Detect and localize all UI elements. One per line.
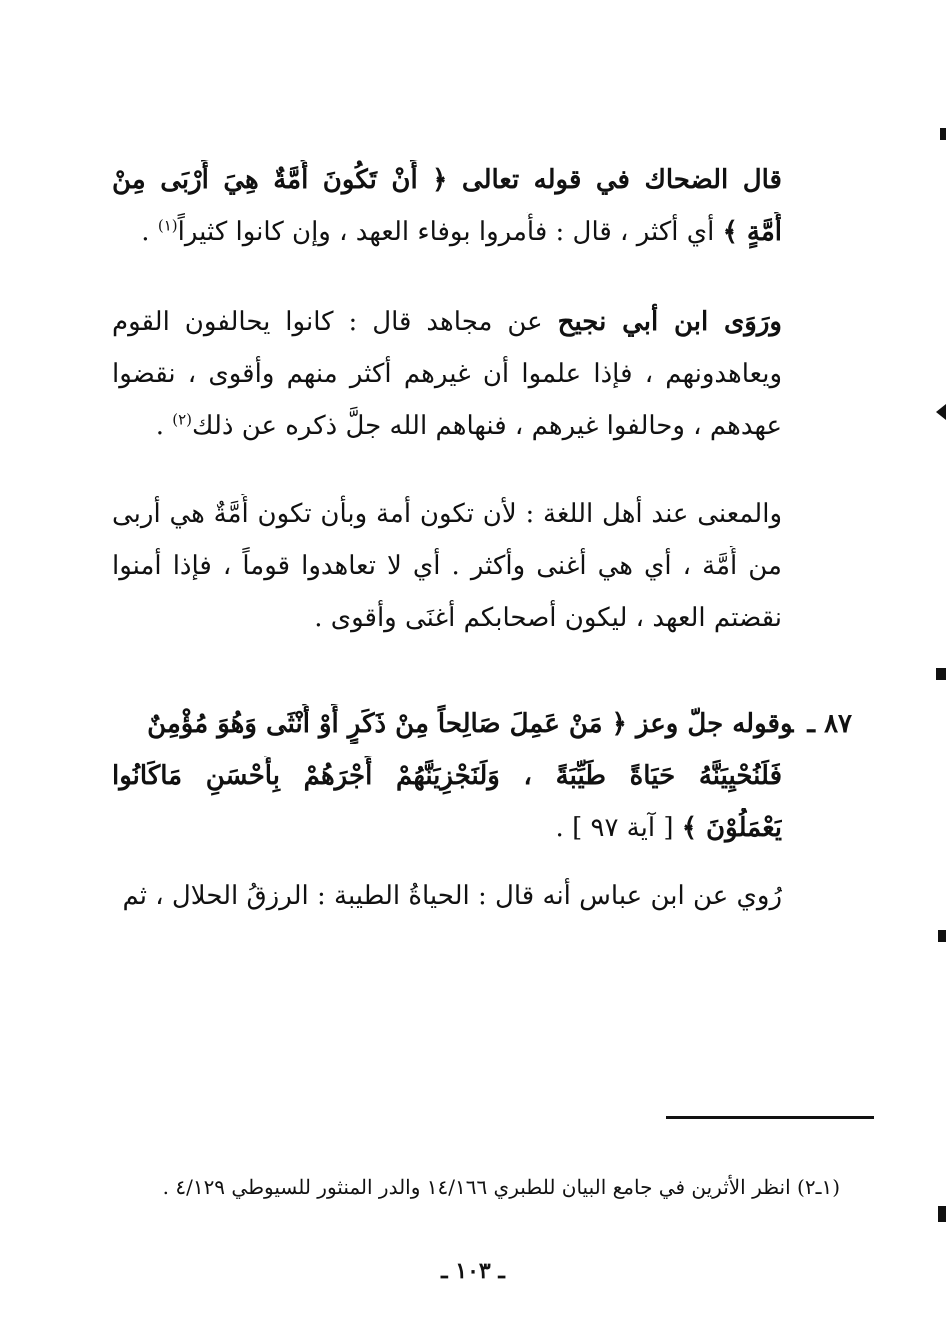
footnote-separator bbox=[666, 1116, 874, 1119]
verse-ref: [ آية ٩٧ ] . bbox=[555, 813, 682, 843]
verse-87-line2: فَلَنُحْيِيَنَّهُ حَيَاةً طَيِّبَةً ، وَلَنَجْزِيَنَّهُمْ أَجْرَهُمْ بِأَحْسَنِ مَاكَانُوا bbox=[112, 761, 782, 791]
verse-87-text: وقوله جلّ وعز ﴿ مَنْ عَمِلَ صَالِحاً مِنْ ذَكَرٍ أَوْ أُنْثَى وَهُوَ مُؤْمِنٌ bbox=[147, 709, 794, 739]
para2-text-end: عهدهم ، وحالفوا غيرهم ، فنهاهم الله جلَّ ذكره عن ذلك bbox=[192, 411, 782, 441]
footnote-ref-1: (١) bbox=[157, 216, 178, 235]
para2-line3 bbox=[112, 406, 782, 446]
footnote: (١ـ٢) انظر الأثرين في جامع البيان للطبري ١٤/١٦٦ والدر المنثور للسيوطي ٤/١٢٩ . bbox=[162, 1175, 840, 1199]
scan-mark bbox=[936, 404, 946, 420]
page-number: ـ ١٠٣ ـ bbox=[441, 1258, 505, 1284]
para1-line2 bbox=[112, 212, 782, 252]
para3-line1: والمعنى عند أهل اللغة : لأن تكون أمة وبأن تكون أُمَّةٌ هي أربى bbox=[112, 499, 782, 529]
quran-quote-end: يَعْمَلُوْنَ ﴾ bbox=[681, 813, 782, 843]
para2-text: عن مجاهد قال : كانوا يحالفون القوم bbox=[112, 307, 558, 337]
narrator-name: ورَوَى ابن أبي نجيح bbox=[557, 307, 782, 337]
verse-87-line1 bbox=[112, 704, 852, 744]
para3-line3: نقضتم العهد ، ليكون أصحابكم أغنَى وأقوى . bbox=[314, 603, 782, 633]
scan-mark bbox=[936, 668, 946, 680]
scan-mark bbox=[940, 128, 946, 140]
scan-mark bbox=[938, 930, 946, 942]
para2-line1 bbox=[112, 302, 782, 342]
para4-line1: رُوي عن ابن عباس أنه قال : الحياةُ الطيبة : الرزقُ الحلال ، ثم bbox=[122, 881, 782, 911]
para1-line1: قال الضحاك في قوله تعالى ﴿ أَنْ تَكُونَ أُمَّةٌ هِيَ أَرْبَى مِنْ bbox=[112, 165, 782, 195]
para2-end: . bbox=[155, 411, 173, 441]
para1-text: أي أكثر ، قال : فأُمروا بوفاء العهد ، وإن كانوا كثيراً bbox=[177, 217, 723, 247]
quran-quote: أُمَّةٍ ﴾ bbox=[722, 217, 782, 247]
verse-87-line3 bbox=[112, 808, 782, 848]
para3-line2: من أُمَّة ، أي هي أغنى وأكثر . أي لا تعاهدوا قوماً ، فإذا أمنوا bbox=[112, 551, 782, 581]
verse-number: ٨٧ ـ bbox=[807, 709, 852, 739]
footnote-ref-2: (٢) bbox=[172, 410, 193, 429]
para1-end: . bbox=[141, 217, 158, 247]
para2-line2: ويعاهدونهم ، فإذا علموا أن غيرهم أكثر منهم وأقوى ، نقضوا bbox=[112, 359, 782, 389]
scan-mark bbox=[938, 1206, 946, 1222]
